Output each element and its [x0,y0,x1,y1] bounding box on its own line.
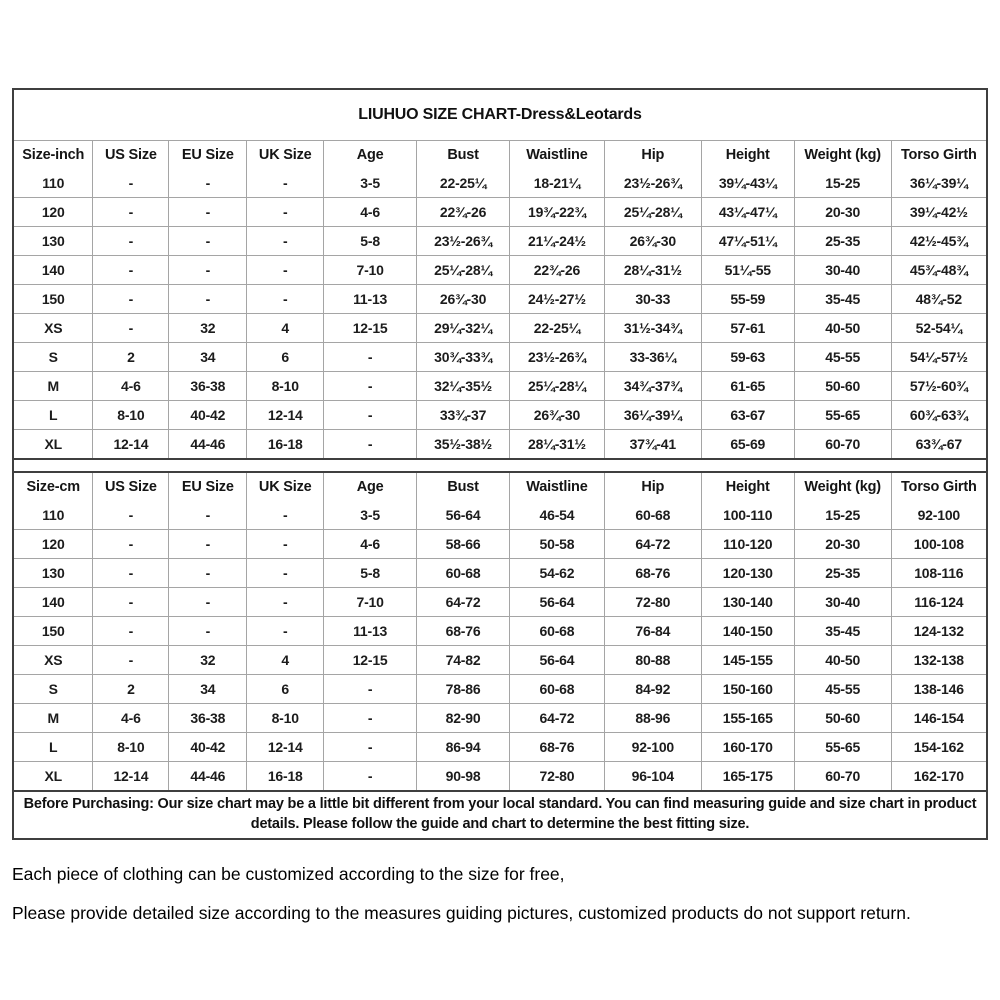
table-cell: - [93,617,169,646]
table-row [14,675,986,704]
table-row [14,530,986,559]
table-cell: - [247,227,324,256]
table-cell: 58-66 [417,530,510,559]
table-cell: - [93,285,169,314]
table-cell: 86-94 [417,733,510,762]
table-cell: 47¼-51¼ [701,227,794,256]
table-cell: 43¼-47¼ [701,198,794,227]
table-cell: - [324,762,417,791]
table-row [14,372,986,401]
table-cell: XL [14,762,93,791]
column-header: Weight (kg) [794,473,891,501]
table-cell: 7-10 [324,588,417,617]
table-cell: 57½-60¾ [891,372,986,401]
table-cell: - [169,227,247,256]
table-cell: 51¼-55 [701,256,794,285]
size-table-inch [14,141,986,458]
table-cell: 39¼-43¼ [701,169,794,198]
column-header: Waistline [510,141,605,169]
column-header: Weight (kg) [794,141,891,169]
table-row [14,256,986,285]
table-cell: - [324,401,417,430]
table-cell: 108-116 [891,559,986,588]
table-row [14,617,986,646]
table-cell: 8-10 [93,401,169,430]
table-cell: 68-76 [510,733,605,762]
table-cell: 32 [169,646,247,675]
table-cell: 45-55 [794,343,891,372]
column-header: Waistline [510,473,605,501]
table-cell: - [169,501,247,530]
table-cell: 110-120 [701,530,794,559]
table-cell: 4-6 [93,372,169,401]
table-cell: 140-150 [701,617,794,646]
table-row [14,762,986,791]
column-header: EU Size [169,141,247,169]
table-cell: 16-18 [247,430,324,459]
table-cell: - [169,169,247,198]
table-cell: 132-138 [891,646,986,675]
table-cell: 40-50 [794,314,891,343]
table-cell: - [247,198,324,227]
table-cell: 40-50 [794,646,891,675]
table-cell: 30-40 [794,256,891,285]
table-cell: - [324,343,417,372]
table-row [14,198,986,227]
table-cell: 64-72 [604,530,701,559]
table-cell: 150 [14,617,93,646]
table-cell: 25-35 [794,227,891,256]
table-cell: 32¼-35½ [417,372,510,401]
table-cell: 80-88 [604,646,701,675]
table-row [14,285,986,314]
column-header: Torso Girth [891,473,986,501]
column-header: Bust [417,473,510,501]
table-cell: 37¾-41 [604,430,701,459]
table-cell: 100-110 [701,501,794,530]
table-cell: 100-108 [891,530,986,559]
table-cell: - [93,169,169,198]
table-cell: - [93,501,169,530]
table-cell: 8-10 [247,372,324,401]
table-cell: - [169,530,247,559]
table-cell: 55-59 [701,285,794,314]
table-cell: 138-146 [891,675,986,704]
table-cell: 23½-26¾ [417,227,510,256]
table-cell: 11-13 [324,285,417,314]
table-cell: 4 [247,314,324,343]
table-cell: 46-54 [510,501,605,530]
table-cell: 52-54¼ [891,314,986,343]
table-cell: 162-170 [891,762,986,791]
table-cell: 3-5 [324,501,417,530]
table-cell: 4-6 [324,530,417,559]
table-cell: XS [14,646,93,675]
column-header: UK Size [247,473,324,501]
table-cell: 64-72 [510,704,605,733]
table-cell: 4-6 [324,198,417,227]
table-cell: 165-175 [701,762,794,791]
table-cell: 63-67 [701,401,794,430]
table-cell: - [324,733,417,762]
table-cell: 20-30 [794,198,891,227]
column-header: UK Size [247,141,324,169]
table-cell: 23½-26¾ [510,343,605,372]
table-cell: 15-25 [794,501,891,530]
table-cell: - [247,559,324,588]
table-cell: - [324,430,417,459]
table-cell: 88-96 [604,704,701,733]
table-cell: - [324,372,417,401]
customization-note: Each piece of clothing can be customized according to the size for free, [12,863,565,884]
table-cell: 110 [14,169,93,198]
column-header: Size-cm [14,473,93,501]
table-cell: - [247,256,324,285]
table-cell: - [93,227,169,256]
column-header: Torso Girth [891,141,986,169]
table-cell: - [169,559,247,588]
column-header: EU Size [169,473,247,501]
table-cell: 44-46 [169,430,247,459]
table-cell: 12-15 [324,314,417,343]
table-cell: 5-8 [324,559,417,588]
table-cell: 18-21¼ [510,169,605,198]
column-header: Age [324,141,417,169]
table-cell: 92-100 [891,501,986,530]
table-cell: 8-10 [93,733,169,762]
table-cell: 84-92 [604,675,701,704]
table-cell: 35-45 [794,617,891,646]
table-row [14,227,986,256]
table-cell: 36¼-39¼ [604,401,701,430]
return-policy-note: Please provide detailed size according to the measures guiding pictures, customized products do not support return. [12,902,911,923]
table-cell: 42½-45¾ [891,227,986,256]
size-chart-frame [12,88,988,840]
table-cell: 60-68 [510,617,605,646]
table-cell: S [14,343,93,372]
table-cell: - [247,285,324,314]
table-cell: XL [14,430,93,459]
table-cell: 120 [14,530,93,559]
table-cell: 21¼-24½ [510,227,605,256]
table-row [14,704,986,733]
table-cell: 63¾-67 [891,430,986,459]
column-header: Height [701,473,794,501]
table-cell: 74-82 [417,646,510,675]
table-row [14,733,986,762]
table-cell: 92-100 [604,733,701,762]
table-cell: M [14,372,93,401]
table-cell: - [247,617,324,646]
table-row [14,501,986,530]
table-cell: 20-30 [794,530,891,559]
table-cell: 34 [169,675,247,704]
table-cell: 56-64 [510,588,605,617]
table-cell: 23½-26¾ [604,169,701,198]
table-cell: 60-70 [794,430,891,459]
table-cell: 30-33 [604,285,701,314]
table-cell: 29¼-32¼ [417,314,510,343]
table-cell: 130-140 [701,588,794,617]
table-cell: 50-60 [794,372,891,401]
table-cell: 15-25 [794,169,891,198]
table-cell: 3-5 [324,169,417,198]
table-cell: 12-14 [93,762,169,791]
table-cell: 140 [14,588,93,617]
column-header: Bust [417,141,510,169]
table-cell: 6 [247,343,324,372]
table-cell: 68-76 [604,559,701,588]
size-table-cm [14,473,986,790]
table-cell: - [247,501,324,530]
table-cell: 78-86 [417,675,510,704]
table-cell: 8-10 [247,704,324,733]
table-cell: 2 [93,343,169,372]
table-cell: - [324,675,417,704]
table-cell: 50-60 [794,704,891,733]
table-cell: 24½-27½ [510,285,605,314]
table-cell: 28¼-31½ [604,256,701,285]
table-cell: 25¼-28¼ [604,198,701,227]
table-cell: 32 [169,314,247,343]
table-cell: 65-69 [701,430,794,459]
table-cell: 150 [14,285,93,314]
table-cell: 60-68 [417,559,510,588]
table-cell: S [14,675,93,704]
table-cell: XS [14,314,93,343]
column-header: US Size [93,141,169,169]
table-cell: 25¼-28¼ [510,372,605,401]
table-row [14,343,986,372]
table-cell: - [169,285,247,314]
table-cell: 120-130 [701,559,794,588]
table-cell: 4-6 [93,704,169,733]
column-header: US Size [93,473,169,501]
table-cell: - [247,169,324,198]
table-row [14,314,986,343]
table-cell: 150-160 [701,675,794,704]
table-cell: 54-62 [510,559,605,588]
table-cell: 76-84 [604,617,701,646]
table-cell: 72-80 [510,762,605,791]
table-cell: 90-98 [417,762,510,791]
table-cell: 28¼-31½ [510,430,605,459]
table-cell: 34 [169,343,247,372]
column-header: Hip [604,141,701,169]
chart-title: LIUHUO SIZE CHART-Dress&Leotards [14,90,986,141]
table-cell: 5-8 [324,227,417,256]
table-cell: 35½-38½ [417,430,510,459]
table-cell: 60-68 [604,501,701,530]
column-header: Size-inch [14,141,93,169]
table-cell: L [14,733,93,762]
table-cell: 82-90 [417,704,510,733]
table-cell: 19¾-22¾ [510,198,605,227]
table-cell: 50-58 [510,530,605,559]
bottom-notes [12,862,988,925]
table-cell: M [14,704,93,733]
table-cell: 57-61 [701,314,794,343]
table-cell: - [93,198,169,227]
table-cell: - [247,588,324,617]
table-cell: 11-13 [324,617,417,646]
table-cell: - [169,617,247,646]
table-cell: 140 [14,256,93,285]
table-cell: 155-165 [701,704,794,733]
table-cell: 60-70 [794,762,891,791]
table-cell: 54¼-57½ [891,343,986,372]
table-cell: 60-68 [510,675,605,704]
table-cell: 22¾-26 [417,198,510,227]
table-cell: - [247,530,324,559]
table-cell: 26¾-30 [604,227,701,256]
table-cell: 40-42 [169,733,247,762]
table-cell: 35-45 [794,285,891,314]
table-cell: 110 [14,501,93,530]
table-cell: 25¼-28¼ [417,256,510,285]
table-cell: 59-63 [701,343,794,372]
table-cell: - [93,256,169,285]
table-cell: 130 [14,559,93,588]
table-cell: 26¾-30 [417,285,510,314]
table-cell: 116-124 [891,588,986,617]
table-cell: 40-42 [169,401,247,430]
table-row [14,646,986,675]
column-header: Height [701,141,794,169]
table-cell: 30¾-33¾ [417,343,510,372]
table-cell: 120 [14,198,93,227]
table-cell: - [169,198,247,227]
table-cell: 33¾-37 [417,401,510,430]
table-cell: 60¾-63¾ [891,401,986,430]
table-cell: 36¼-39¼ [891,169,986,198]
table-cell: 22-25¼ [510,314,605,343]
table-cell: 26¾-30 [510,401,605,430]
table-cell: 22-25¼ [417,169,510,198]
table-cell: 56-64 [510,646,605,675]
table-cell: - [324,704,417,733]
header-row [14,141,986,169]
table-cell: 30-40 [794,588,891,617]
table-cell: 7-10 [324,256,417,285]
table-cell: 12-14 [93,430,169,459]
table-cell: 130 [14,227,93,256]
table-separator [14,458,986,473]
table-cell: 55-65 [794,733,891,762]
table-cell: 36-38 [169,372,247,401]
table-cell: 124-132 [891,617,986,646]
table-cell: - [93,588,169,617]
table-cell: - [93,530,169,559]
table-cell: - [93,559,169,588]
table-cell: 25-35 [794,559,891,588]
column-header: Hip [604,473,701,501]
table-cell: 12-15 [324,646,417,675]
table-cell: 55-65 [794,401,891,430]
table-cell: 146-154 [891,704,986,733]
table-cell: - [93,314,169,343]
before-purchasing-note: Before Purchasing: Our size chart may be a little bit different from your local standard. You can find measuring guide and size chart in product details. Please follow the guide and chart to determine the best fitting size. [14,790,986,838]
table-cell: 33-36¼ [604,343,701,372]
table-cell: 96-104 [604,762,701,791]
table-row [14,401,986,430]
table-cell: 4 [247,646,324,675]
table-cell: 31½-34¾ [604,314,701,343]
table-row [14,169,986,198]
table-cell: 45-55 [794,675,891,704]
table-cell: L [14,401,93,430]
table-cell: 2 [93,675,169,704]
table-cell: 160-170 [701,733,794,762]
table-cell: 16-18 [247,762,324,791]
table-cell: 44-46 [169,762,247,791]
table-cell: 145-155 [701,646,794,675]
table-cell: 72-80 [604,588,701,617]
table-cell: 45¾-48¾ [891,256,986,285]
table-row [14,430,986,459]
table-cell: 12-14 [247,733,324,762]
table-cell: 34¾-37¾ [604,372,701,401]
table-cell: 68-76 [417,617,510,646]
table-row [14,588,986,617]
table-cell: 56-64 [417,501,510,530]
table-cell: 12-14 [247,401,324,430]
table-cell: - [169,256,247,285]
table-cell: 22¾-26 [510,256,605,285]
table-cell: 61-65 [701,372,794,401]
column-header: Age [324,473,417,501]
table-cell: - [93,646,169,675]
table-cell: 154-162 [891,733,986,762]
table-cell: 48¾-52 [891,285,986,314]
table-cell: 39¼-42½ [891,198,986,227]
table-row [14,559,986,588]
header-row [14,473,986,501]
table-cell: - [169,588,247,617]
table-cell: 64-72 [417,588,510,617]
table-cell: 36-38 [169,704,247,733]
table-cell: 6 [247,675,324,704]
